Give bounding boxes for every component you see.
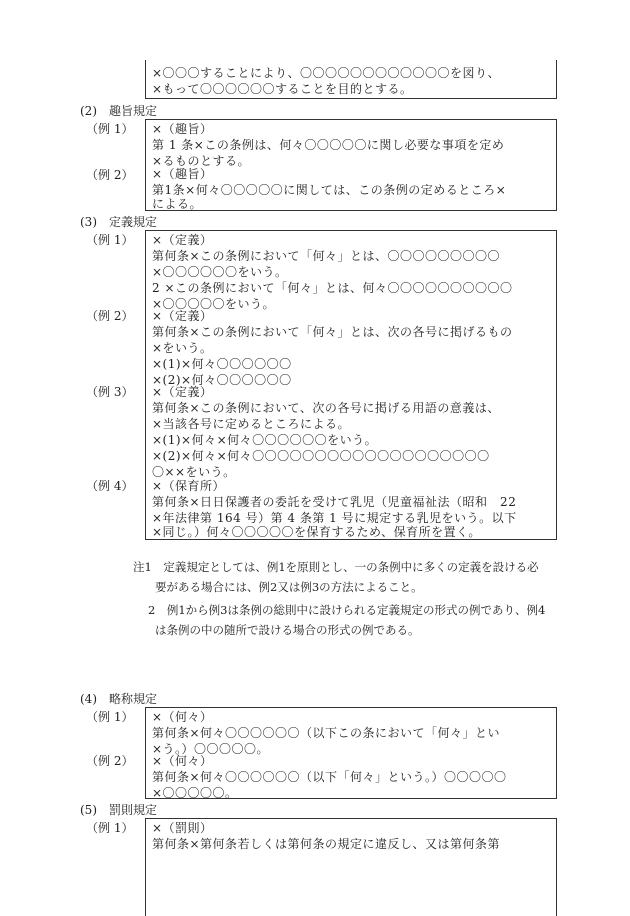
example-label: （例 1） [86, 233, 134, 247]
note-2-line-2: は条例の中の随所で設ける場合の形式の例である。 [155, 623, 420, 637]
text-line: ×う。）〇〇〇〇〇。 [152, 742, 270, 756]
text-line: ×（何々） [152, 754, 213, 768]
example-label: （例 1） [86, 710, 134, 724]
text-line: ×（何々） [152, 710, 213, 724]
example-label: （例 1） [86, 122, 134, 136]
example-label: （例 4） [86, 479, 134, 493]
text-line: 第何条×第何条若しくは第何条の規定に違反し、又は第何条第 [152, 837, 501, 851]
section-heading-3: (3) 定義規定 [80, 215, 157, 229]
text-line: ×〇〇〇〇〇〇をいう。 [152, 265, 288, 279]
example-label: （例 2） [86, 168, 134, 182]
text-line: 第何条×何々〇〇〇〇〇〇（以下「何々」という。）〇〇〇〇〇 [152, 770, 507, 784]
text-line: ×〇〇〇することにより、〇〇〇〇〇〇〇〇〇〇〇〇を図り、 [152, 66, 501, 80]
text-line: ×をいう。 [152, 341, 213, 355]
text-line: ×（定義） [152, 385, 213, 399]
text-line: 第何条×この条例において、次の各号に掲げる用語の意義は、 [152, 401, 500, 415]
text-line: 第何条×この条例において「何々」とは、次の各号に掲げるもの [152, 325, 513, 339]
note-2-line-1: 2 例1から例3は条例の総則中に設けられる定義規定の形式の例であり、例4 [148, 603, 546, 617]
text-line: ×（趣旨） [152, 122, 213, 136]
text-line: ×（罰則） [152, 821, 213, 835]
text-line: ×（保育所） [152, 479, 226, 493]
example-label: （例 1） [86, 821, 134, 835]
text-line: ×（趣旨） [152, 167, 213, 181]
text-line: による。 [152, 197, 203, 211]
text-line: 第 1 条×この条例は、何々〇〇〇〇〇に関し必要な事項を定め [152, 138, 505, 152]
text-line: ×(2)×何々×何々〇〇〇〇〇〇〇〇〇〇〇〇〇〇〇〇〇〇〇 [152, 449, 490, 463]
text-line: ×当該各号に定めるところによる。 [152, 417, 351, 431]
text-line: 2 ×この条例において「何々」とは、何々〇〇〇〇〇〇〇〇〇〇 [152, 281, 513, 295]
text-line: ×もって〇〇〇〇〇〇することを目的とする。 [152, 82, 413, 96]
section-heading-5: (5) 罰則規定 [80, 803, 157, 817]
text-line: ×〇〇〇〇〇。 [152, 786, 238, 800]
section-heading-4: (4) 略称規定 [80, 692, 157, 706]
text-line: ×（定義） [152, 309, 213, 323]
text-line: ×るものとする。 [152, 154, 251, 168]
note-1-line-1: 注1 定義規定としては、例1を原則とし、一の条例中に多くの定義を設ける必 [133, 560, 539, 574]
example-label: （例 3） [86, 385, 134, 399]
note-1-line-2: 要がある場合には、例2又は例3の方法によること。 [155, 580, 423, 594]
text-line: 第1条×何々〇〇〇〇〇に関しては、この条例の定めるところ× [152, 183, 507, 197]
example-label: （例 2） [86, 754, 134, 768]
example-label: （例 2） [86, 309, 134, 323]
text-line: 第何条×何々〇〇〇〇〇〇（以下この条において「何々」とい [152, 726, 501, 740]
text-line: ×〇〇〇〇〇をいう。 [152, 297, 276, 311]
text-line: ×(1)×何々×何々〇〇〇〇〇〇をいう。 [152, 433, 378, 447]
text-line: ×年法律第 164 号）第 4 条第 1 号に規定する乳児をいう。以下 [152, 511, 517, 525]
text-line: 第何条×この条例において「何々」とは、〇〇〇〇〇〇〇〇〇 [152, 249, 501, 263]
text-line: ×(1)×何々〇〇〇〇〇〇 [152, 357, 292, 371]
section-heading-2: (2) 趣旨規定 [80, 104, 157, 118]
text-line: ×（定義） [152, 233, 213, 247]
text-line: 〇××をいう。 [152, 465, 236, 479]
text-line: ×同じ。）何々〇〇〇〇〇を保育するため、保育所を置く。 [152, 525, 481, 539]
text-line: 第何条×日日保護者の委託を受けて乳児（児童福祉法（昭和 22 [152, 495, 517, 509]
text-line: ×(2)×何々〇〇〇〇〇〇 [152, 373, 292, 387]
